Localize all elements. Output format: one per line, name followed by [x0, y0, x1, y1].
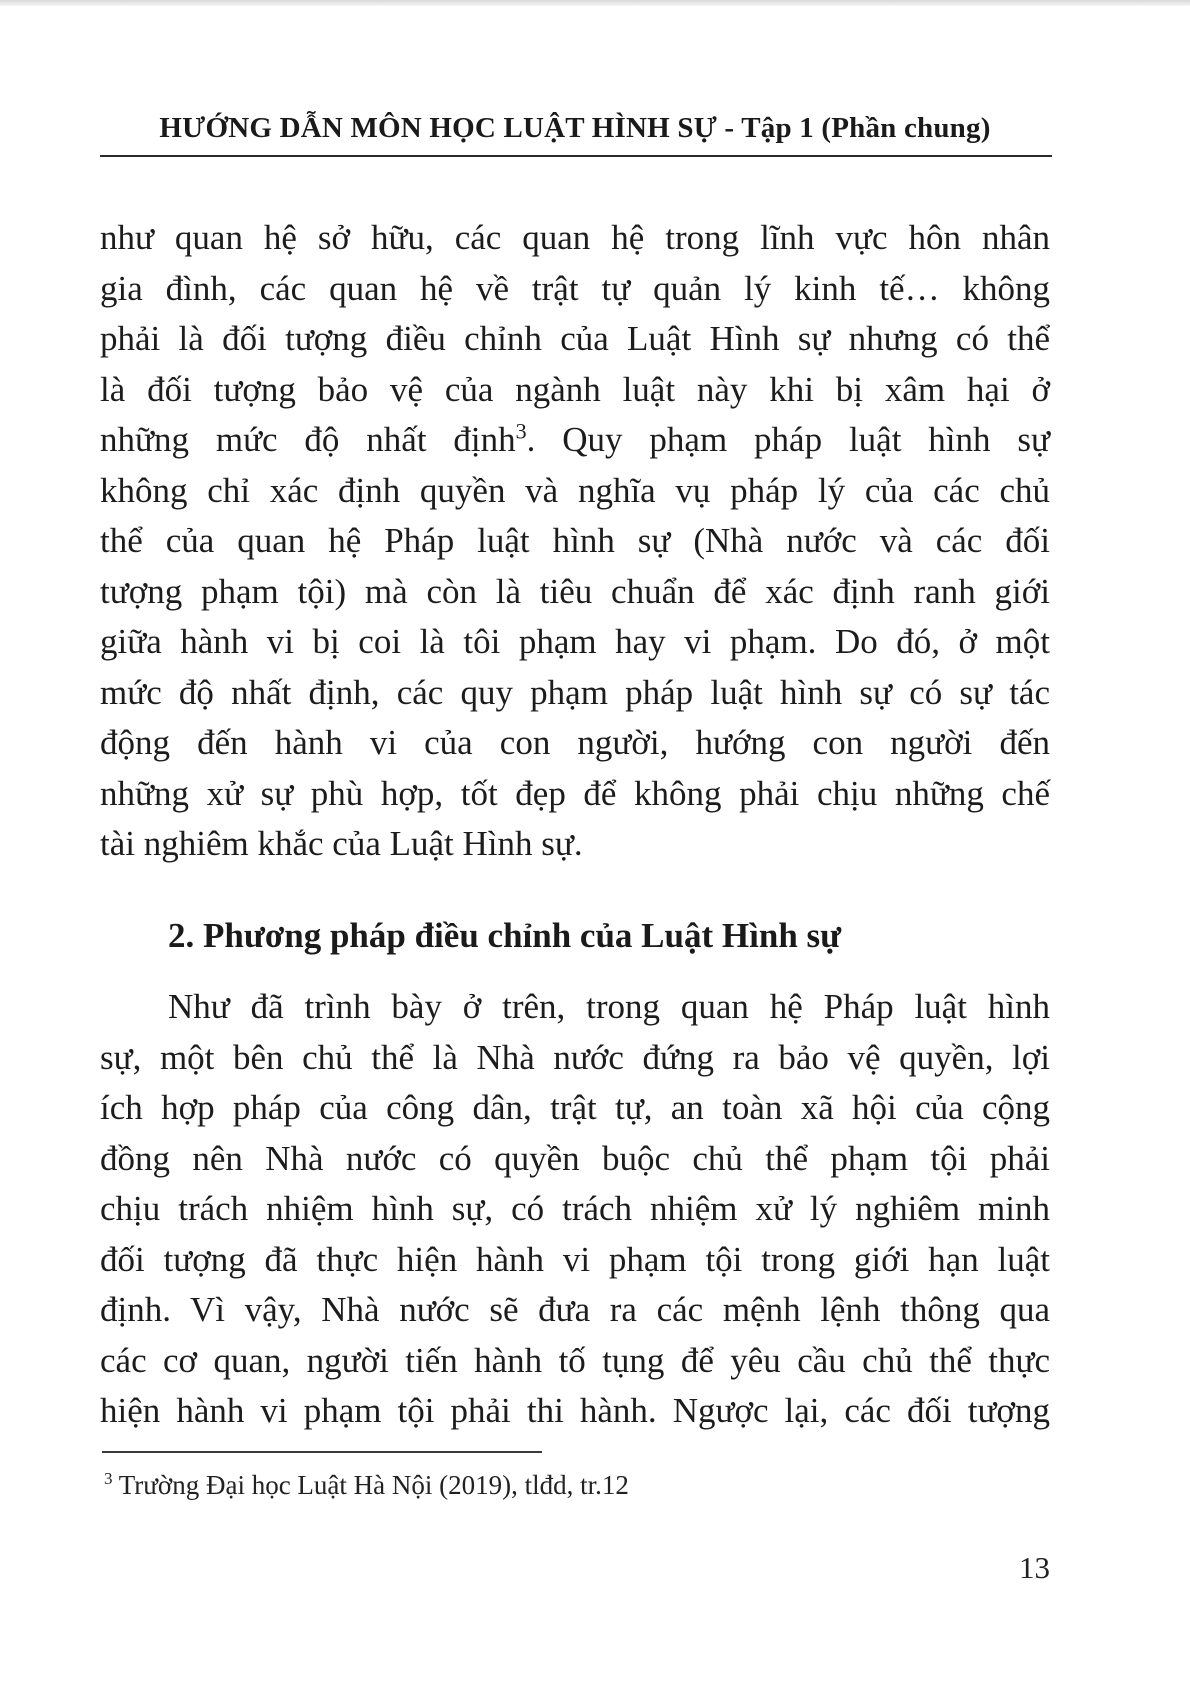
text-line: thể của quan hệ Pháp luật hình sự (Nhà nước và các đối — [100, 521, 1050, 560]
text-line: hiện hành vi phạm tội phải thi hành. Ngược lại, các đối tượng — [100, 1391, 1050, 1430]
text-line-with-footnote-ref — [100, 415, 1050, 466]
paragraph-2 — [100, 982, 1050, 1437]
running-header: HƯỚNG DẪN MÔN HỌC LUẬT HÌNH SỰ - Tập 1 (Phần chung) — [159, 112, 991, 144]
text-line: ích hợp pháp của công dân, trật tự, an toàn xã hội của cộng — [100, 1088, 1050, 1127]
text-line: tài nghiêm khắc của Luật Hình sự. — [100, 824, 583, 863]
text-line: gia đình, các quan hệ về trật tự quản lý kinh tế… không — [100, 268, 1050, 308]
text-line: những xử sự phù hợp, tốt đẹp để không phải chịu những chế — [100, 773, 1050, 813]
header-rule — [100, 155, 1052, 157]
text-line: giữa hành vi bị coi là tôi phạm hay vi phạm. Do đó, ở một — [100, 622, 1050, 661]
section-heading: 2. Phương pháp điều chỉnh của Luật Hình sự — [168, 916, 842, 955]
text-line: sự, một bên chủ thể là Nhà nước đứng ra bảo vệ quyền, lợi — [100, 1037, 1050, 1077]
text-line: Như đã trình bày ở trên, trong quan hệ Pháp luật hình — [168, 987, 1050, 1026]
footnote-rule — [102, 1451, 542, 1453]
text-line: là đối tượng bảo vệ của ngành luật này khi bị xâm hại ở — [100, 369, 1050, 409]
footnote-text: Trường Đại học Luật Hà Nội (2019), tlđd, tr.12 — [112, 1470, 629, 1500]
text-segment: những mức độ nhất định — [100, 420, 516, 459]
paragraph-1 — [100, 213, 1050, 870]
text-line: tượng phạm tội) mà còn là tiêu chuẩn để xác định ranh giới — [100, 571, 1050, 611]
text-line: chịu trách nhiệm hình sự, có trách nhiệm xử lý nghiêm minh — [100, 1189, 1050, 1228]
text-line: đối tượng đã thực hiện hành vi phạm tội trong giới hạn luật — [100, 1239, 1050, 1279]
text-line: đồng nên Nhà nước có quyền buộc chủ thể phạm tội phải — [100, 1138, 1050, 1178]
text-line: phải là đối tượng điều chỉnh của Luật Hình sự nhưng có thể — [100, 319, 1050, 358]
footnote-reference: 3 — [515, 418, 527, 444]
text-line: định. Vì vậy, Nhà nước sẽ đưa ra các mệnh lệnh thông qua — [100, 1290, 1050, 1329]
footnote — [104, 1470, 629, 1501]
text-line: không chỉ xác định quyền và nghĩa vụ pháp lý của các chủ — [100, 470, 1050, 510]
text-line: động đến hành vi của con người, hướng con người đến — [100, 723, 1050, 762]
text-line: các cơ quan, người tiến hành tố tụng để yêu cầu chủ thể thực — [100, 1340, 1050, 1380]
text-line: mức độ nhất định, các quy phạm pháp luật hình sự có sự tác — [100, 672, 1050, 712]
text-segment: . Quy phạm pháp luật hình sự — [526, 420, 1050, 459]
footnote-marker: 3 — [104, 1469, 113, 1488]
page-number: 13 — [1019, 1550, 1050, 1585]
text-line: như quan hệ sở hữu, các quan hệ trong lĩnh vực hôn nhân — [100, 218, 1050, 257]
